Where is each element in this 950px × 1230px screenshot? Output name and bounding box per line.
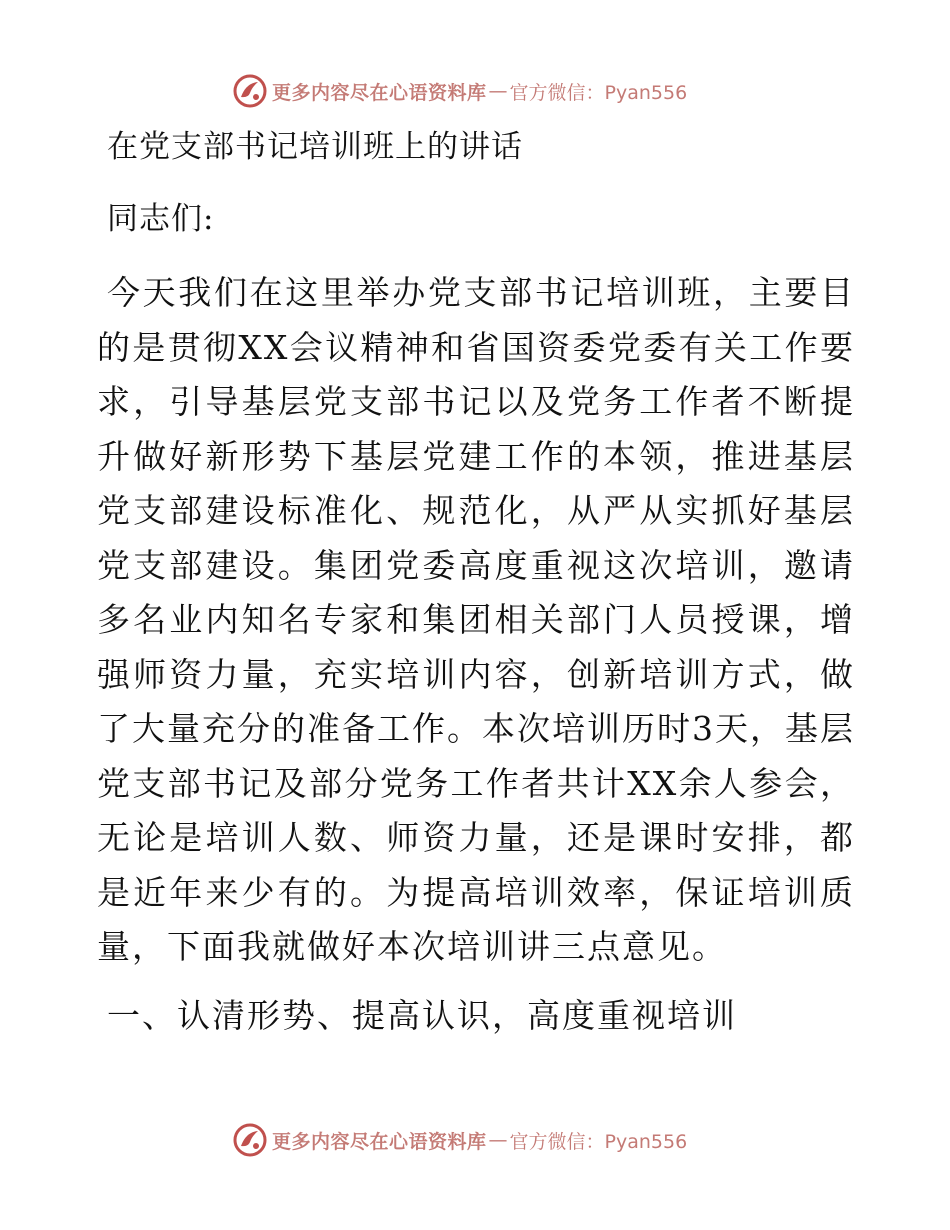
watermark-main-text: 更多内容尽在心语资料库 [272, 1130, 487, 1153]
greeting: 同志们: [107, 201, 215, 237]
watermark-main-text: 更多内容尽在心语资料库 [272, 81, 487, 104]
watermark-sub-text: 官方微信：Pyan556 [509, 1130, 688, 1153]
red-seal-logo-icon [232, 1122, 268, 1158]
section-1-heading: 一、认清形势、提高认识，高度重视培训 [107, 995, 737, 1035]
watermark-footer [232, 1120, 752, 1160]
red-seal-logo-icon [232, 73, 268, 109]
watermark-dash: — [488, 80, 508, 102]
document-title: 在党支部书记培训班上的讲话 [107, 129, 523, 165]
watermark-header [232, 71, 752, 111]
paragraph-1: 今天我们在这里举办党支部书记培训班，主要目的是贯彻XX会议精神和省国资委党委有关工作要求，引导基层党支部书记以及党务工作者不断提升做好新形势下基层党建工作的本领，推进基层党支部建设标准化、规范化，从严从实抓好基层党支部建设。集团党委高度重视这次培训，邀请多名业内知名专家和集团相关部门人员授课，增强师资力量，充实培训内容，创新培训方式，做了大量充分的准备工作。本次培训历时3天，基层党支部书记及部分党务工作者共计XX余人参会，无论是培训人数、师资力量，还是课时安排，都是近年来少有的。为提高培训效率，保证培训质量，下面我就做好本次培训讲三点意见。 [97, 273, 855, 966]
document-body [97, 122, 855, 1043]
watermark-dash: — [488, 1129, 508, 1151]
watermark-sub-text: 官方微信：Pyan556 [509, 81, 688, 104]
